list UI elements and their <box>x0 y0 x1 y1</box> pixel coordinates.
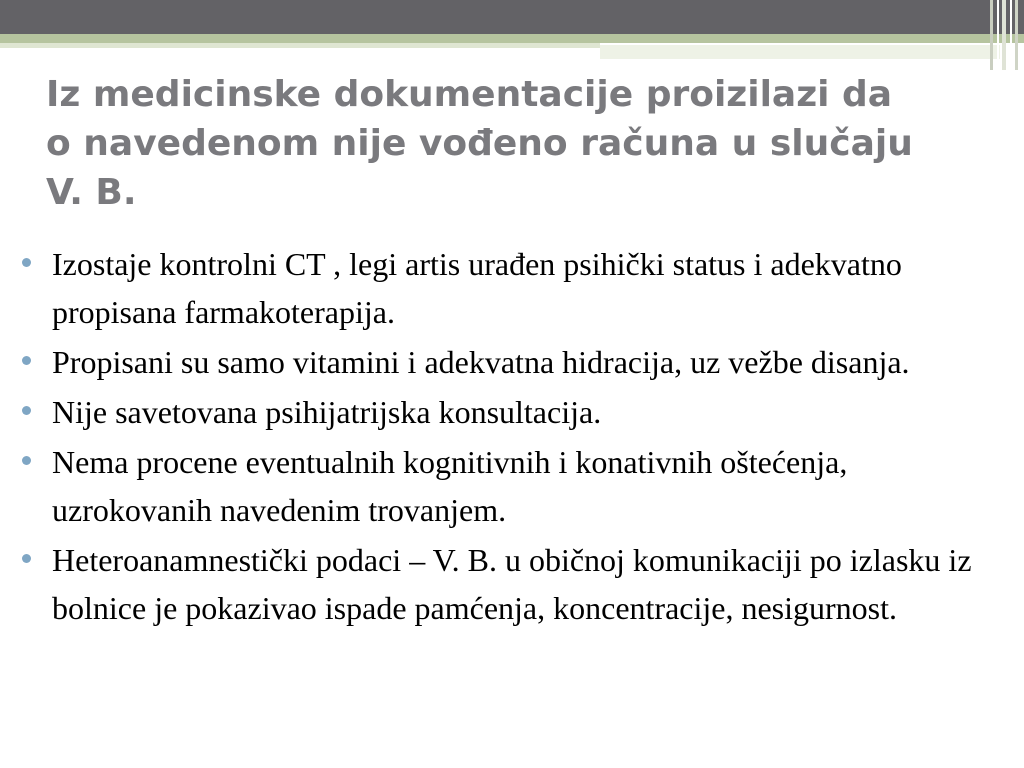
bullet-text: Izostaje kontrolni CT , legi artis urađen psihički status i adekvatno propisana farmakoterapija. <box>52 246 902 330</box>
list-item <box>22 338 1002 386</box>
bullet-text: Heteroanamnestički podaci – V. B. u običnoj komunikaciji po izlasku iz bolnice je pokazivao ispade pamćenja, koncentracije, nesigurnost. <box>52 542 972 626</box>
list-item <box>22 536 1002 632</box>
header-green-bar <box>0 34 1024 43</box>
bullet-text: Propisani su samo vitamini i adekvatna hidracija, uz vežbe disanja. <box>52 344 910 380</box>
list-item <box>22 240 1002 336</box>
title-bold-part: Iz medicinske dokumentacije <box>46 74 634 115</box>
header-light-green-bar <box>0 43 600 48</box>
list-item <box>22 388 1002 436</box>
title-line1-rest: proizilazi da <box>633 74 893 115</box>
list-item <box>22 438 1002 534</box>
bullet-text: Nema procene eventualnih kognitivnih i konativnih oštećenja, uzrokovanih navedenim trovanjem. <box>52 444 848 528</box>
bullet-dot-icon <box>22 356 31 365</box>
header-pale-green-bar <box>600 45 1000 59</box>
bullet-dot-icon <box>22 406 31 415</box>
header-dark-bar <box>0 0 1024 34</box>
bullet-dot-icon <box>22 456 31 465</box>
slide-title <box>46 70 986 217</box>
title-line2: o navedenom nije vođeno računa u slučaju <box>46 123 913 164</box>
bullet-dot-icon <box>22 258 31 267</box>
bullet-list <box>22 240 1002 634</box>
decorative-vertical-stripes <box>988 0 1024 70</box>
header-white-line <box>600 43 1024 45</box>
bullet-dot-icon <box>22 554 31 563</box>
bullet-text: Nije savetovana psihijatrijska konsultacija. <box>52 394 602 430</box>
title-line3: V. B. <box>46 172 137 213</box>
